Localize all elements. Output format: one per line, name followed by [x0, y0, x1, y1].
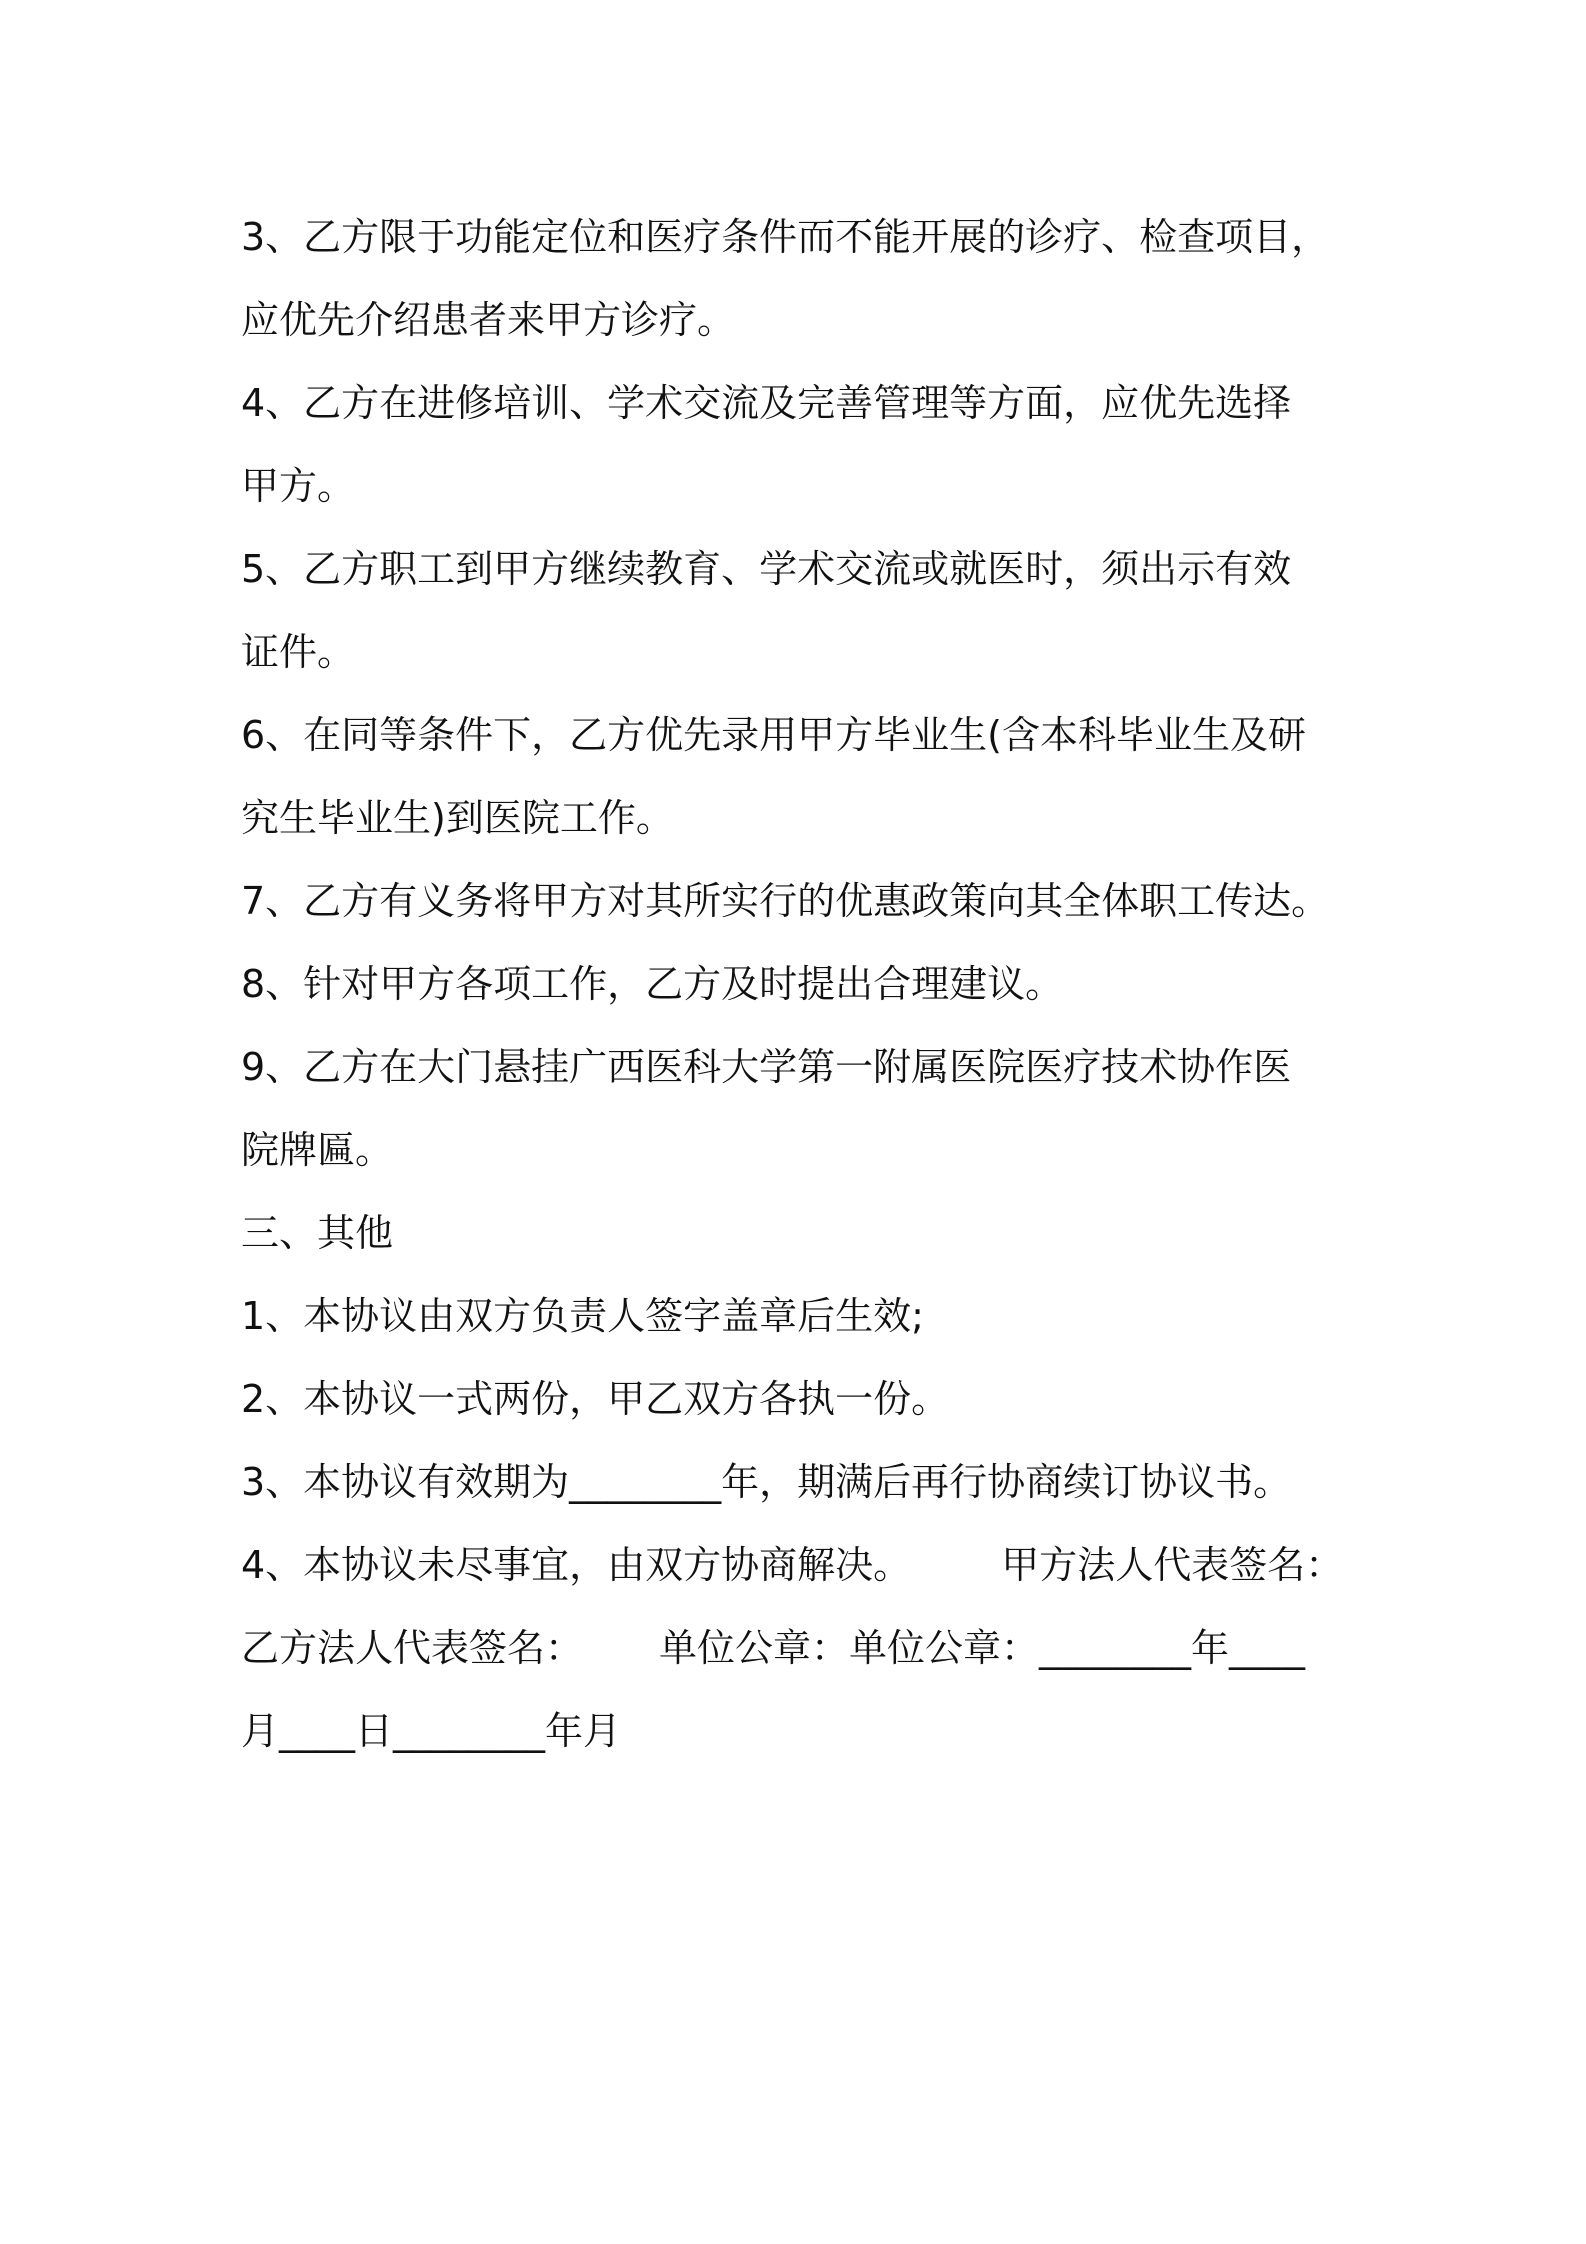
text-line: 1、本协议由双方负责人签字盖章后生效;: [241, 1294, 924, 1338]
document-body: [241, 196, 1366, 1773]
seal-date-line: 单位公章：单位公章：________年____: [659, 1626, 1306, 1670]
text-line: [241, 1607, 1366, 1690]
text-line: [241, 1524, 1366, 1607]
text-line: 3、乙方限于功能定位和医疗条件而不能开展的诊疗、检查项目，: [241, 215, 1330, 259]
text-line: 7、乙方有义务将甲方对其所实行的优惠政策向其全体职工传达。: [241, 879, 1330, 923]
text-line: 2、本协议一式两份，甲乙双方各执一份。: [241, 1377, 950, 1421]
text-line: 甲方。: [241, 464, 356, 508]
text-line: 3、本协议有效期为________年，期满后再行协商续订协议书。: [241, 1460, 1292, 1504]
text-line: 9、乙方在大门悬挂广西医科大学第一附属医院医疗技术协作医: [241, 1045, 1292, 1089]
text-line: 8、针对甲方各项工作，乙方及时提出合理建议。: [241, 962, 1064, 1006]
text-line: 应优先介绍患者来甲方诊疗。: [241, 298, 736, 342]
party-a-signature-label: 甲方法人代表签名：: [1001, 1543, 1344, 1587]
text-line: 4、乙方在进修培训、学术交流及完善管理等方面，应优先选择: [241, 381, 1292, 425]
text-line: 6、在同等条件下，乙方优先录用甲方毕业生(含本科毕业生及研: [241, 713, 1307, 757]
text-line: 究生毕业生)到医院工作。: [241, 796, 674, 840]
text-line: 证件。: [241, 630, 356, 674]
party-b-signature-label: 乙方法人代表签名：: [241, 1626, 584, 1670]
text-line: 院牌匾。: [241, 1128, 394, 1172]
section-heading: 三、其他: [241, 1211, 394, 1255]
text-segment: 4、本协议未尽事宜，由双方协商解决。: [241, 1543, 912, 1587]
text-line: 5、乙方职工到甲方继续教育、学术交流或就医时，须出示有效: [241, 547, 1292, 591]
date-line: 月____日________年月: [241, 1709, 622, 1753]
